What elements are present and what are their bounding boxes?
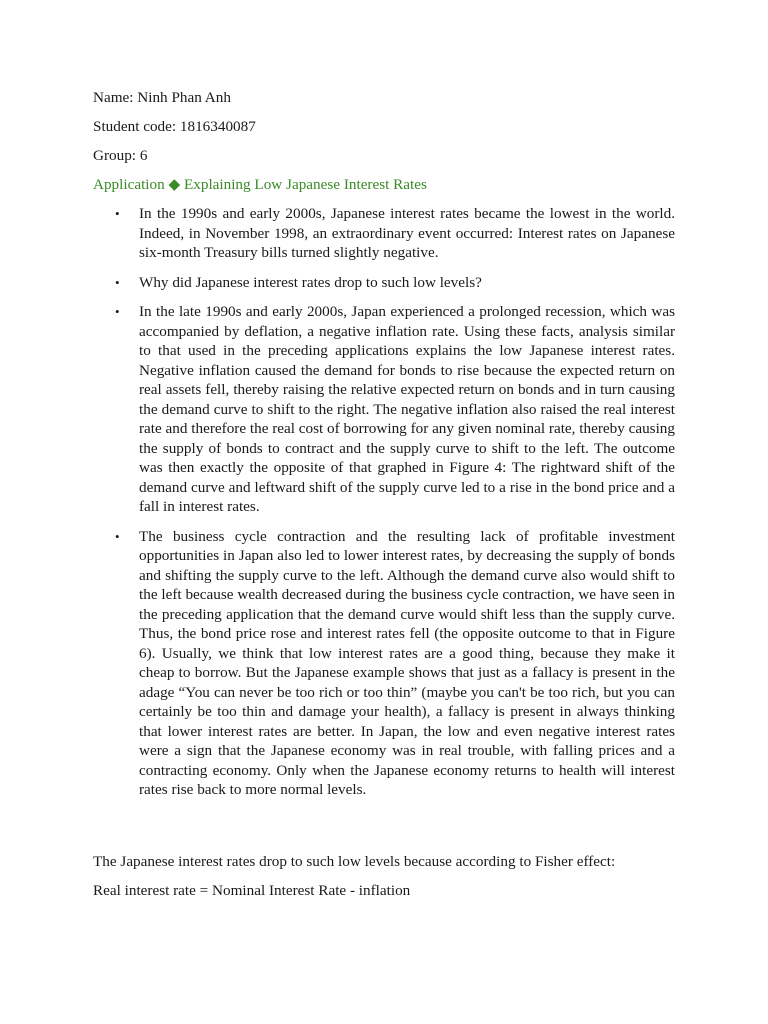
list-item [93, 527, 675, 800]
bullet-text: The business cycle contraction and the resulting lack of profitable investment opportunities in Japan also led to lower interest rates, by decreasing the supply of bonds and shifting the supply curve to the left. Although the demand curve also would shift to the left because wealth decreased during the business cycle contraction, we have seen in the preceding application that the demand curve would shift less than the supply curve. Thus, the bond price rose and interest rates fell (the opposite outcome to that in Figure 6). Usually, we think that low interest rates are a good thing, because they make it cheap to borrow. But the Japanese example shows that just as a fallacy is present in the adage “You can never be too rich or too thin” (maybe you can't be too rich, but you can certainly be too thin and damage your health), a fallacy is present in always thinking that lower interest rates are better. In Japan, the low and even negative interest rates were a sign that the Japanese economy was in real trouble, with falling prices and a contracting economy. Only when the Japanese economy returns to health will interest rates rise back to more normal levels. [139, 527, 675, 798]
bullet-text: In the 1990s and early 2000s, Japanese interest rates became the lowest in the world. Indeed, in November 1998, an extraordinary event occurred: Interest rates on Japanese six-month Treasury bills turned slightly negative. [139, 205, 675, 261]
bullet-marker: • [115, 304, 120, 319]
bullet-marker: • [115, 528, 120, 544]
section-heading: Application ◆ Explaining Low Japanese Interest Rates [93, 176, 427, 193]
bullet-text: Why did Japanese interest rates drop to such low levels? [139, 273, 482, 291]
student-name: Name: Ninh Phan Anh [93, 89, 231, 106]
conclusion-text: The Japanese interest rates drop to such low levels because according to Fisher effect: [93, 853, 616, 870]
list-item [93, 302, 675, 517]
student-code: Student code: 1816340087 [93, 118, 256, 135]
bullet-marker: • [115, 206, 120, 221]
bullet-text: In the late 1990s and early 2000s, Japan experienced a prolonged recession, which was accompanied by deflation, a negative inflation rate. Using these facts, analysis similar to that used in the preceding applications explains the low Japanese interest rates. Negative inflation caused the demand for bonds to rise because the expected return on real assets fell, thereby raising the relative expected return on bonds and in turn causing the demand curve to shift to the right. The negative inflation also raised the real interest rate and therefore the real cost of borrowing for any given nominal rate, thereby causing the supply of bonds to contract and the supply curve to shift to the left. The outcome was then exactly the opposite of that graphed in Figure 4: The rightward shift of the demand curve and leftward shift of the supply curve led to a rise in the bond price and a fall in interest rates. [139, 303, 675, 515]
list-item [93, 204, 675, 263]
list-item [93, 273, 675, 293]
fisher-formula: Real interest rate = Nominal Interest Rate - inflation [93, 882, 411, 899]
group-number: Group: 6 [93, 147, 148, 164]
bullet-marker: • [115, 274, 120, 290]
bullet-list [93, 204, 675, 800]
